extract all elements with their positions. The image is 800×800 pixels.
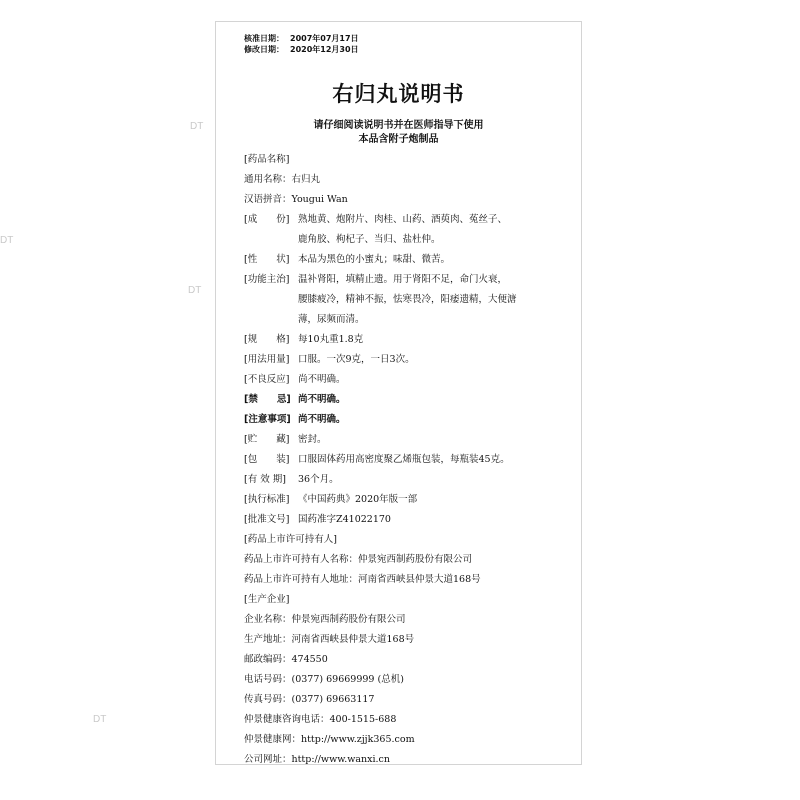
approval-text: 国药准字Z41022170 xyxy=(298,514,391,525)
instruction-sheet xyxy=(215,21,582,765)
spec-text: 每10丸重1.8克 xyxy=(298,334,364,345)
revise-date: 2020年12月30日 xyxy=(290,45,359,54)
reading-notice: 请仔细阅读说明书并在医师指导下使用 xyxy=(313,120,484,131)
usage-row xyxy=(244,350,564,370)
validity-label: [有 效 期] xyxy=(244,474,286,485)
standard-text: 《中国药典》2020年版一部 xyxy=(298,494,418,505)
function-row xyxy=(244,270,564,290)
ingredients-label: [成 份] xyxy=(244,214,290,225)
health-hotline: 仲景健康咨询电话：400-1515-688 xyxy=(244,714,397,725)
revise-date-label: 修改日期： xyxy=(244,45,284,54)
approval-row xyxy=(244,510,564,530)
standard-label: [执行标准] xyxy=(244,494,290,505)
approve-date-label: 核准日期： xyxy=(244,34,284,43)
caution-text: 尚不明确。 xyxy=(298,414,346,425)
package-text: 口服固体药用高密度聚乙烯瓶包装，每瓶装45克。 xyxy=(298,454,510,465)
package-label: [包 装] xyxy=(244,454,290,465)
function-text: 温补肾阳，填精止遗。用于肾阳不足，命门火衰， xyxy=(298,274,508,285)
character-text: 本品为黑色的小蜜丸；味甜、微苦。 xyxy=(298,254,451,265)
ingredients-row xyxy=(244,210,564,230)
adverse-text: 尚不明确。 xyxy=(298,374,346,385)
production-address: 生产地址：河南省西峡县仲景大道168号 xyxy=(244,634,415,645)
fax-number: 传真号码：(0377) 69663117 xyxy=(244,694,375,705)
date-block xyxy=(244,33,359,55)
storage-row xyxy=(244,430,564,450)
watermark: DT xyxy=(190,121,204,132)
adverse-row xyxy=(244,370,564,390)
ingredients-continued: 鹿角胶、枸杞子、当归、盐杜仲。 xyxy=(298,234,441,245)
pinyin-name: 汉语拼音：Yougui Wan xyxy=(244,194,348,205)
holder-address: 药品上市许可持有人地址：河南省西峡县仲景大道168号 xyxy=(244,574,481,585)
contraindication-row xyxy=(244,390,564,410)
ingredient-notice: 本品含附子炮制品 xyxy=(358,134,439,145)
package-row xyxy=(244,450,564,470)
watermark: DT xyxy=(0,235,14,246)
character-label: [性 状] xyxy=(244,254,290,265)
drug-name-header: [药品名称] xyxy=(244,154,290,165)
contraindication-text: 尚不明确。 xyxy=(298,394,346,405)
watermark: DT xyxy=(93,714,107,725)
document-title: 右归丸说明书 xyxy=(332,82,465,106)
producer-header: [生产企业] xyxy=(244,594,290,605)
approval-label: [批准文号] xyxy=(244,514,290,525)
validity-text: 36个月。 xyxy=(298,474,339,485)
adverse-label: [不良反应] xyxy=(244,374,290,385)
function-continued: 薄，尿频而清。 xyxy=(298,314,365,325)
health-website: 仲景健康网：http://www.zjjk365.com xyxy=(244,734,415,745)
holder-header: [药品上市许可持有人] xyxy=(244,534,337,545)
company-name: 企业名称：仲景宛西制药股份有限公司 xyxy=(244,614,406,625)
company-website: 公司网址：http://www.wanxi.cn xyxy=(244,754,390,765)
usage-label: [用法用量] xyxy=(244,354,290,365)
phone-number: 电话号码：(0377) 69669999 (总机) xyxy=(244,674,404,685)
contraindication-label: [禁 忌] xyxy=(244,394,291,405)
function-continued: 腰膝疲冷，精神不振，怯寒畏冷，阳痿遗精，大便溏 xyxy=(298,294,517,305)
approve-date: 2007年07月17日 xyxy=(290,34,359,43)
holder-name: 药品上市许可持有人名称：仲景宛西制药股份有限公司 xyxy=(244,554,473,565)
caution-label: [注意事项] xyxy=(244,414,291,425)
caution-row xyxy=(244,410,564,430)
postal-code: 邮政编码：474550 xyxy=(244,654,328,665)
spec-label: [规 格] xyxy=(244,334,290,345)
character-row xyxy=(244,250,564,270)
usage-text: 口服。一次9克，一日3次。 xyxy=(298,354,415,365)
instruction-body xyxy=(244,150,564,770)
watermark: DT xyxy=(188,285,202,296)
validity-row xyxy=(244,470,564,490)
ingredients-text: 熟地黄、炮附片、肉桂、山药、酒萸肉、菟丝子、 xyxy=(298,214,508,225)
generic-name: 通用名称：右归丸 xyxy=(244,174,321,185)
spec-row xyxy=(244,330,564,350)
function-label: [功能主治] xyxy=(244,274,290,285)
storage-label: [贮 藏] xyxy=(244,434,290,445)
standard-row xyxy=(244,490,564,510)
storage-text: 密封。 xyxy=(298,434,327,445)
